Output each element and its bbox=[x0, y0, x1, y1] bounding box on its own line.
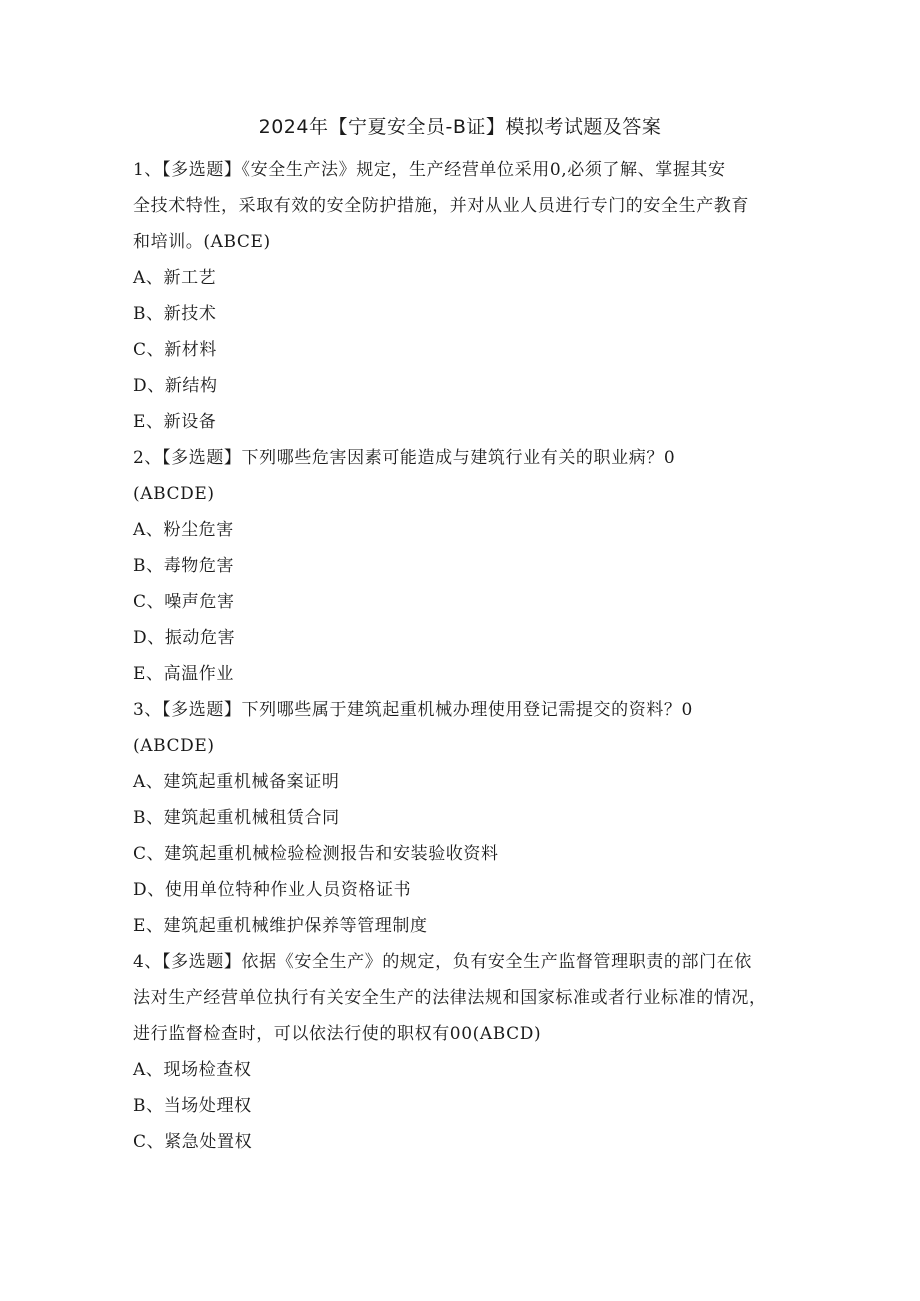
question-1-option-c: C、新材料 bbox=[133, 340, 218, 360]
question-3 bbox=[133, 692, 801, 944]
question-1-text-line-3: 和培训。(ABCE) bbox=[133, 232, 271, 252]
question-1-option-e: E、新设备 bbox=[133, 412, 217, 432]
question-3-text-line-2: (ABCDE) bbox=[133, 736, 215, 756]
question-1-option-d: D、新结构 bbox=[133, 376, 218, 396]
question-2 bbox=[133, 440, 801, 692]
question-3-option-a: A、建筑起重机械备案证明 bbox=[133, 772, 340, 792]
question-4-option-c: C、紧急处置权 bbox=[133, 1132, 253, 1152]
question-3-text-line-1: 3、【多选题】下列哪些属于建筑起重机械办理使用登记需提交的资料？0 bbox=[133, 700, 693, 720]
question-2-option-b: B、毒物危害 bbox=[133, 556, 235, 576]
question-1 bbox=[133, 152, 801, 440]
question-3-option-b: B、建筑起重机械租赁合同 bbox=[133, 808, 340, 828]
question-1-option-a: A、新工艺 bbox=[133, 268, 217, 288]
question-4-text-line-1: 4、【多选题】依据《安全生产》的规定，负有安全生产监督管理职责的部门在依 bbox=[133, 952, 752, 972]
question-list bbox=[133, 152, 801, 1160]
question-4-option-a: A、现场检查权 bbox=[133, 1060, 252, 1080]
question-2-option-d: D、振动危害 bbox=[133, 628, 236, 648]
question-4-text-line-3: 进行监督检查时，可以依法行使的职权有00(ABCD) bbox=[133, 1024, 542, 1044]
question-4-text-line-2: 法对生产经营单位执行有关安全生产的法律法规和国家标准或者行业标准的情况， bbox=[133, 988, 767, 1008]
question-3-option-e: E、建筑起重机械维护保养等管理制度 bbox=[133, 916, 428, 936]
question-2-option-e: E、高温作业 bbox=[133, 664, 235, 684]
question-4 bbox=[133, 944, 801, 1160]
question-2-option-c: C、噪声危害 bbox=[133, 592, 235, 612]
question-2-text-line-1: 2、【多选题】下列哪些危害因素可能造成与建筑行业有关的职业病？0 bbox=[133, 448, 676, 468]
question-1-text-line-1: 1、【多选题】《安全生产法》规定，生产经营单位采用0,必须了解、掌握其安 bbox=[133, 160, 726, 180]
question-2-option-a: A、粉尘危害 bbox=[133, 520, 234, 540]
question-2-text-line-2: (ABCDE) bbox=[133, 484, 215, 504]
question-3-option-c: C、建筑起重机械检验检测报告和安装验收资料 bbox=[133, 844, 499, 864]
question-4-option-b: B、当场处理权 bbox=[133, 1096, 252, 1116]
question-1-option-b: B、新技术 bbox=[133, 304, 217, 324]
question-3-option-d: D、使用单位特种作业人员资格证书 bbox=[133, 880, 412, 900]
question-1-text-line-2: 全技术特性，采取有效的安全防护措施，并对从业人员进行专门的安全生产教育 bbox=[133, 196, 749, 216]
document-title: 2024年【宁夏安全员-B证】模拟考试题及答案 bbox=[258, 116, 662, 138]
